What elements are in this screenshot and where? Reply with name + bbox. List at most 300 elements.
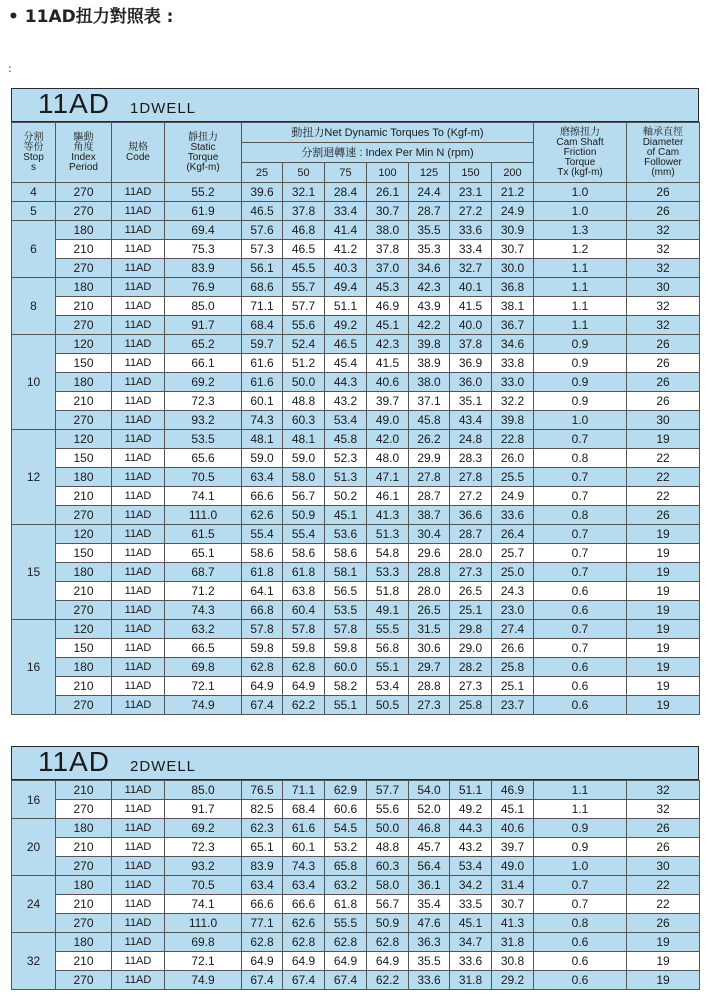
table-cell: 270 — [56, 971, 112, 990]
table-cell: 48.1 — [242, 430, 283, 449]
table-cell: 53.5 — [325, 601, 367, 620]
table-cell: 63.2 — [165, 620, 242, 639]
table-cell: 37.8 — [283, 202, 325, 221]
table-cell: 0.7 — [534, 468, 627, 487]
table-cell: 30 — [627, 278, 700, 297]
table-cell: 48.0 — [367, 449, 409, 468]
table-cell: 11AD — [112, 677, 165, 696]
table-cell: 49.0 — [367, 411, 409, 430]
table-cell: 68.4 — [283, 800, 325, 819]
table-row — [12, 449, 700, 468]
table-cell: 63.4 — [283, 876, 325, 895]
table-cell: 56.7 — [367, 895, 409, 914]
table-cell: 58.6 — [283, 544, 325, 563]
table-cell: 58.6 — [242, 544, 283, 563]
table-cell: 210 — [56, 677, 112, 696]
table-cell: 1.0 — [534, 202, 627, 221]
table-cell: 11AD — [112, 316, 165, 335]
table-cell: 0.9 — [534, 392, 627, 411]
header-line: 規格 — [128, 141, 148, 153]
table-cell: 26.6 — [492, 639, 534, 658]
table-cell: 34.7 — [450, 933, 492, 952]
table-cell: 28.7 — [409, 487, 450, 506]
table-cell: 76.5 — [242, 781, 283, 800]
table-cell: 46.9 — [492, 781, 534, 800]
table-cell: 61.6 — [283, 819, 325, 838]
table-cell: 11AD — [112, 914, 165, 933]
table-cell: 56.5 — [325, 582, 367, 601]
table-cell: 34.6 — [409, 259, 450, 278]
table-cell: 32 — [627, 221, 700, 240]
table-cell: 55.4 — [283, 525, 325, 544]
table-cell: 67.4 — [325, 971, 367, 990]
table-cell: 57.8 — [325, 620, 367, 639]
table-cell: 62.8 — [242, 658, 283, 677]
table-cell: 29.8 — [450, 620, 492, 639]
table-cell: 58.2 — [325, 677, 367, 696]
table-cell: 59.7 — [242, 335, 283, 354]
table-cell: 19 — [627, 582, 700, 601]
table-cell: 59.0 — [242, 449, 283, 468]
table-cell: 61.6 — [242, 373, 283, 392]
table-row — [12, 876, 700, 895]
table-cell: 32 — [627, 781, 700, 800]
table-cell: 39.8 — [492, 411, 534, 430]
table-cell: 51.1 — [450, 781, 492, 800]
table-cell: 66.5 — [165, 639, 242, 658]
table-cell: 23.7 — [492, 696, 534, 715]
table-cell: 0.9 — [534, 373, 627, 392]
table-cell: 0.7 — [534, 876, 627, 895]
table-cell: 0.7 — [534, 430, 627, 449]
header-line: Stop — [23, 151, 44, 163]
table-cell: 71.1 — [283, 781, 325, 800]
table-cell: 270 — [56, 601, 112, 620]
colon-mark: : — [8, 62, 12, 75]
table-cell: 24.3 — [492, 582, 534, 601]
table-cell: 55.4 — [242, 525, 283, 544]
table-cell: 49.1 — [367, 601, 409, 620]
table-cell: 60.3 — [367, 857, 409, 876]
table-cell: 64.9 — [367, 952, 409, 971]
table-row — [12, 933, 700, 952]
table-cell: 11AD — [112, 601, 165, 620]
table-cell: 30.4 — [409, 525, 450, 544]
table-cell: 33.6 — [450, 221, 492, 240]
header-line: Cam Shaft — [556, 136, 604, 148]
header-line: Diameter — [642, 136, 684, 148]
table-cell: 83.9 — [165, 259, 242, 278]
table-cell: 210 — [56, 895, 112, 914]
table-cell: 51.3 — [325, 468, 367, 487]
table-cell: 60.1 — [283, 838, 325, 857]
table-cell: 76.9 — [165, 278, 242, 297]
table-cell: 41.5 — [450, 297, 492, 316]
table-cell: 63.8 — [283, 582, 325, 601]
table-cell: 43.9 — [409, 297, 450, 316]
table-row — [12, 819, 700, 838]
table-cell: 38.0 — [409, 373, 450, 392]
table-cell: 19 — [627, 639, 700, 658]
table-cell: 37.8 — [450, 335, 492, 354]
table-row — [12, 240, 700, 259]
table-cell: 180 — [56, 658, 112, 677]
table-row — [12, 525, 700, 544]
table-cell: 120 — [56, 525, 112, 544]
table-cell: 43.2 — [450, 838, 492, 857]
table-cell: 11AD — [112, 468, 165, 487]
table-cell: 270 — [56, 183, 112, 202]
table-cell: 24.9 — [492, 202, 534, 221]
table-cell: 26.2 — [409, 430, 450, 449]
table-cell: 210 — [56, 392, 112, 411]
table-cell: 210 — [56, 240, 112, 259]
table-cell: 27.3 — [450, 563, 492, 582]
table-cell: 11AD — [112, 240, 165, 259]
table-cell: 26 — [627, 183, 700, 202]
table-cell: 1.0 — [534, 183, 627, 202]
table-cell: 62.8 — [367, 933, 409, 952]
table-cell: 44.3 — [325, 373, 367, 392]
table-cell: 39.8 — [409, 335, 450, 354]
table-cell: 50.2 — [325, 487, 367, 506]
header-line: Index — [71, 151, 96, 163]
table-cell: 0.7 — [534, 895, 627, 914]
table-cell: 180 — [56, 819, 112, 838]
table-cell: 41.5 — [367, 354, 409, 373]
table-cell: 61.6 — [242, 354, 283, 373]
table-cell: 50.0 — [367, 819, 409, 838]
table-body — [12, 781, 700, 990]
header-dynamic-torque: 動扭力Net Dynamic Torques To (Kgf-m) — [242, 123, 534, 143]
table-cell: 270 — [56, 506, 112, 525]
table-cell: 62.3 — [242, 819, 283, 838]
table-cell: 19 — [627, 430, 700, 449]
table-cell: 25.8 — [450, 696, 492, 715]
table-cell: 180 — [56, 221, 112, 240]
table-cell: 74.1 — [165, 487, 242, 506]
table-body — [12, 183, 700, 715]
table-cell: 22 — [627, 876, 700, 895]
table-cell: 39.6 — [242, 183, 283, 202]
table-row — [12, 259, 700, 278]
table-cell: 46.9 — [367, 297, 409, 316]
table-cell: 48.1 — [283, 430, 325, 449]
table-cell: 180 — [56, 563, 112, 582]
table-row — [12, 221, 700, 240]
table-cell: 11AD — [112, 544, 165, 563]
table-cell: 28.8 — [409, 563, 450, 582]
table-row — [12, 411, 700, 430]
table-cell: 45.4 — [325, 354, 367, 373]
table-cell: 11AD — [112, 392, 165, 411]
table-cell: 65.1 — [242, 838, 283, 857]
table-cell: 91.7 — [165, 316, 242, 335]
header-static-torque — [165, 123, 242, 183]
table-cell: 74.9 — [165, 696, 242, 715]
table-cell: 55.6 — [367, 800, 409, 819]
table-cell: 64.1 — [242, 582, 283, 601]
table-cell: 44.3 — [450, 819, 492, 838]
table-cell: 11AD — [112, 582, 165, 601]
table-cell: 33.0 — [492, 373, 534, 392]
table-cell: 270 — [56, 800, 112, 819]
table-cell: 33.6 — [450, 952, 492, 971]
table-cell: 11AD — [112, 971, 165, 990]
table-cell: 33.4 — [450, 240, 492, 259]
table-cell: 74.1 — [165, 895, 242, 914]
table-cell: 51.2 — [283, 354, 325, 373]
table-cell: 45.1 — [492, 800, 534, 819]
table-cell: 19 — [627, 525, 700, 544]
table-cell: 63.2 — [325, 876, 367, 895]
table-row — [12, 278, 700, 297]
table-cell: 32 — [627, 316, 700, 335]
table-cell: 28.8 — [409, 677, 450, 696]
header-friction-torque — [534, 123, 627, 183]
table-cell: 19 — [627, 620, 700, 639]
table-cell: 52.4 — [283, 335, 325, 354]
table-cell: 11AD — [112, 838, 165, 857]
table-cell: 49.4 — [325, 278, 367, 297]
table-cell: 48.8 — [367, 838, 409, 857]
table-cell: 29.6 — [409, 544, 450, 563]
table-cell: 25.1 — [492, 677, 534, 696]
table-cell: 40.6 — [492, 819, 534, 838]
table-cell: 65.6 — [165, 449, 242, 468]
table-cell: 11AD — [112, 221, 165, 240]
stops-cell: 4 — [12, 183, 56, 202]
table-cell: 91.7 — [165, 800, 242, 819]
table-cell: 46.8 — [283, 221, 325, 240]
table-cell: 62.2 — [283, 696, 325, 715]
stops-cell: 15 — [12, 525, 56, 620]
table-row — [12, 781, 700, 800]
table-cell: 36.3 — [409, 933, 450, 952]
table-cell: 210 — [56, 297, 112, 316]
table-cell: 37.0 — [367, 259, 409, 278]
table-cell: 32.2 — [492, 392, 534, 411]
table-row — [12, 316, 700, 335]
table-cell: 49.2 — [450, 800, 492, 819]
table-cell: 62.8 — [325, 933, 367, 952]
table-cell: 70.5 — [165, 468, 242, 487]
table-row — [12, 563, 700, 582]
header-line: Static — [190, 141, 216, 153]
table-row — [12, 544, 700, 563]
table-cell: 11AD — [112, 696, 165, 715]
table-cell: 27.3 — [450, 677, 492, 696]
table-cell: 35.4 — [409, 895, 450, 914]
table-cell: 180 — [56, 876, 112, 895]
table-cell: 53.2 — [325, 838, 367, 857]
table-cell: 36.0 — [450, 373, 492, 392]
table-cell: 32 — [627, 259, 700, 278]
table-cell: 40.3 — [325, 259, 367, 278]
table-cell: 74.3 — [165, 601, 242, 620]
header-line: 磨擦扭力 — [560, 126, 600, 138]
table-cell: 0.6 — [534, 582, 627, 601]
table-row — [12, 183, 700, 202]
table-cell: 43.4 — [450, 411, 492, 430]
header-line: Tx (kgf-m) — [557, 166, 603, 178]
table-cell: 19 — [627, 677, 700, 696]
table-cell: 0.9 — [534, 819, 627, 838]
table-cell: 66.8 — [242, 601, 283, 620]
table-cell: 55.5 — [325, 914, 367, 933]
table-cell: 58.6 — [325, 544, 367, 563]
table-cell: 62.8 — [283, 933, 325, 952]
stops-cell: 16 — [12, 781, 56, 819]
table-cell: 19 — [627, 696, 700, 715]
table-cell: 45.1 — [325, 506, 367, 525]
table-cell: 28.4 — [325, 183, 367, 202]
table-cell: 19 — [627, 601, 700, 620]
table-cell: 22 — [627, 468, 700, 487]
table-cell: 26.1 — [367, 183, 409, 202]
table-cell: 42.2 — [409, 316, 450, 335]
dwell-label: 2DWELL — [130, 758, 197, 775]
table-cell: 1.2 — [534, 240, 627, 259]
table-cell: 0.6 — [534, 971, 627, 990]
torque-table — [11, 780, 700, 990]
table-row — [12, 297, 700, 316]
table-cell: 26 — [627, 819, 700, 838]
table-cell: 1.0 — [534, 857, 627, 876]
table-cell: 38.9 — [409, 354, 450, 373]
table-cell: 27.2 — [450, 487, 492, 506]
table-row — [12, 335, 700, 354]
table-cell: 11AD — [112, 876, 165, 895]
table-cell: 52.0 — [409, 800, 450, 819]
table-cell: 56.1 — [242, 259, 283, 278]
table-cell: 31.8 — [450, 971, 492, 990]
table-cell: 67.4 — [283, 971, 325, 990]
table-cell: 19 — [627, 563, 700, 582]
table-cell: 180 — [56, 468, 112, 487]
table-cell: 34.2 — [450, 876, 492, 895]
table-cell: 41.4 — [325, 221, 367, 240]
table-cell: 26.0 — [492, 449, 534, 468]
table-cell: 41.3 — [492, 914, 534, 933]
header-line: 分割 — [23, 131, 44, 143]
table-cell: 65.2 — [165, 335, 242, 354]
table-cell: 64.9 — [283, 952, 325, 971]
table-cell: 180 — [56, 933, 112, 952]
stops-cell: 12 — [12, 430, 56, 525]
table-cell: 180 — [56, 373, 112, 392]
table-cell: 39.7 — [367, 392, 409, 411]
table-cell: 55.6 — [283, 316, 325, 335]
table-cell: 55.1 — [325, 696, 367, 715]
table-cell: 82.5 — [242, 800, 283, 819]
table-cell: 55.7 — [283, 278, 325, 297]
table-cell: 0.9 — [534, 838, 627, 857]
table-cell: 35.1 — [450, 392, 492, 411]
table-cell: 58.1 — [325, 563, 367, 582]
header-rpm: 25 — [242, 163, 283, 183]
table-cell: 26 — [627, 335, 700, 354]
table-cell: 46.5 — [242, 202, 283, 221]
table-cell: 42.3 — [367, 335, 409, 354]
table-cell: 62.8 — [283, 658, 325, 677]
table-banner — [11, 746, 699, 780]
table-cell: 24.9 — [492, 487, 534, 506]
torque-table — [11, 122, 700, 715]
table-cell: 11AD — [112, 202, 165, 221]
table-cell: 11AD — [112, 449, 165, 468]
table-cell: 47.1 — [367, 468, 409, 487]
table-cell: 11AD — [112, 278, 165, 297]
table-cell: 27.8 — [409, 468, 450, 487]
table-cell: 30 — [627, 857, 700, 876]
table-cell: 24.4 — [409, 183, 450, 202]
table-cell: 0.6 — [534, 952, 627, 971]
table-cell: 11AD — [112, 781, 165, 800]
table-cell: 69.2 — [165, 373, 242, 392]
table-cell: 11AD — [112, 800, 165, 819]
table-cell: 11AD — [112, 895, 165, 914]
table-cell: 57.6 — [242, 221, 283, 240]
table-cell: 64.9 — [325, 952, 367, 971]
table-cell: 0.8 — [534, 449, 627, 468]
table-cell: 71.1 — [242, 297, 283, 316]
table-cell: 25.0 — [492, 563, 534, 582]
stops-cell: 6 — [12, 221, 56, 278]
table-cell: 69.2 — [165, 819, 242, 838]
table-cell: 11AD — [112, 373, 165, 392]
table-cell: 61.8 — [325, 895, 367, 914]
table-cell: 27.2 — [450, 202, 492, 221]
table-cell: 36.9 — [450, 354, 492, 373]
table-cell: 11AD — [112, 819, 165, 838]
table-cell: 26 — [627, 506, 700, 525]
table-cell: 28.0 — [409, 582, 450, 601]
table-cell: 62.9 — [325, 781, 367, 800]
header-rpm: 150 — [450, 163, 492, 183]
table-cell: 64.9 — [242, 952, 283, 971]
header-index-speed: 分割迴轉速 : Index Per Min N (rpm) — [242, 143, 534, 163]
table-row — [12, 601, 700, 620]
table-cell: 30.9 — [492, 221, 534, 240]
table-row — [12, 468, 700, 487]
table-cell: 22 — [627, 487, 700, 506]
table-cell: 67.4 — [242, 971, 283, 990]
table-cell: 59.8 — [283, 639, 325, 658]
table-cell: 51.8 — [367, 582, 409, 601]
table-cell: 19 — [627, 658, 700, 677]
table-cell: 28.2 — [450, 658, 492, 677]
table-cell: 46.8 — [409, 819, 450, 838]
header-line: Torque — [564, 156, 596, 168]
table-row — [12, 800, 700, 819]
table-cell: 54.8 — [367, 544, 409, 563]
dwell-label: 1DWELL — [130, 100, 197, 117]
table-cell: 38.0 — [367, 221, 409, 240]
header-line: Follower — [644, 156, 682, 168]
table-row — [12, 658, 700, 677]
header-line: Period — [69, 161, 98, 173]
table-cell: 11AD — [112, 933, 165, 952]
table-cell: 1.1 — [534, 781, 627, 800]
table-cell: 31.4 — [492, 876, 534, 895]
table-cell: 31.5 — [409, 620, 450, 639]
table-cell: 32.1 — [283, 183, 325, 202]
header-code — [112, 123, 165, 183]
table-cell: 45.8 — [325, 430, 367, 449]
table-cell: 45.3 — [367, 278, 409, 297]
table-cell: 0.6 — [534, 658, 627, 677]
